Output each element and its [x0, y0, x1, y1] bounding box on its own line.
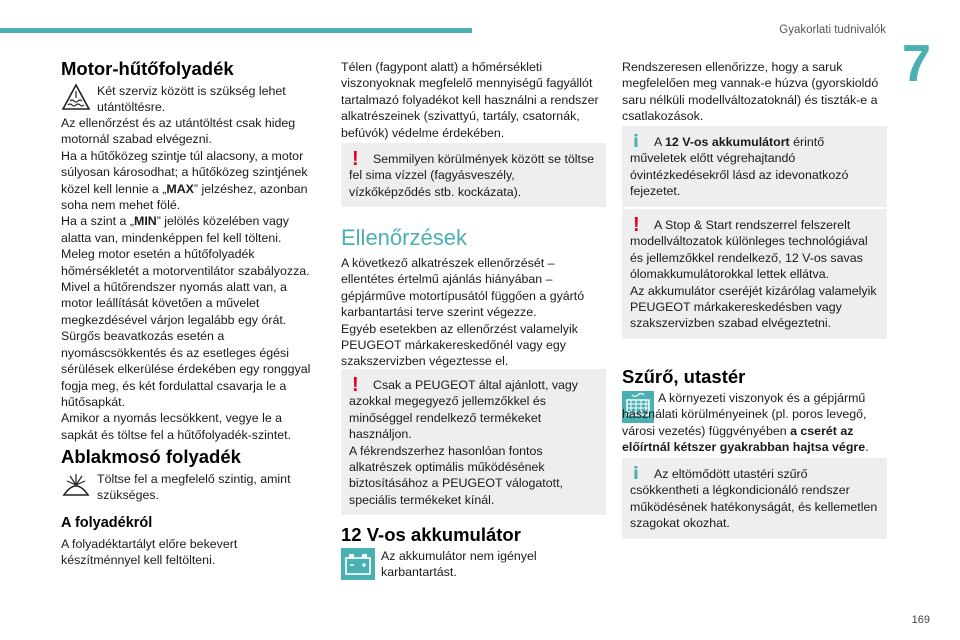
washer-intro: [61, 471, 319, 504]
warning-plain-water-text: Semmilyen körülmények között se töltse fel sima vízzel (fagyásveszély, vízkőképződés stb. kockázata).: [349, 152, 595, 199]
chapter-number: 7: [902, 35, 931, 93]
battery-intro: [341, 548, 606, 581]
warning-products-p1: Csak a PEUGEOT által ajánlott, vagy azokkal megegyező jellemzőkkel és minőséggel rendelkező termékeket használjon.: [349, 378, 578, 442]
coolant-intro: [61, 83, 319, 116]
info-icon: i: [633, 132, 639, 152]
coolant-p7: Amikor a nyomás lecsökkent, vegye le a sapkát és töltse fel a hűtőfolyadék-szintet.: [61, 411, 292, 442]
coolant-p2: Ha a hűtőközeg szintje túl alacsony, a motor súlyosan károsodhat; a hűtőközeg szintjének közel kell lennie a „MAX” jelzéshez, azonban soha nem mehet fölé.: [61, 148, 308, 213]
coolant-title: Motor-hűtőfolyadék: [61, 58, 234, 79]
warning-plain-water: [341, 143, 606, 207]
filter-text: A környezeti viszonyok és a gépjármű használati körülményeinek (pl. poros levegő, városi vezetés) függvényében a cserét az előírtnál kétszer gyakrabban hajtsa végre.: [622, 391, 869, 455]
info-filter: [622, 458, 887, 539]
checks-p2: Egyéb esetekben az ellenőrzést valamelyik PEUGEOT márkakereskedőnél vagy egy szakszervizben végeztesse el.: [341, 321, 578, 369]
washer-fluid-icon: [61, 471, 91, 501]
coolant-p1: Az ellenőrzést és az utántöltést csak hideg motornál szabad elvégezni.: [61, 116, 296, 147]
info-battery: [622, 126, 887, 207]
checks-title: Ellenőrzések: [341, 225, 467, 250]
filter-title: Szűrő, utastér: [622, 366, 746, 387]
warning-icon: !: [352, 148, 359, 170]
washer-subtitle: A folyadékról: [61, 515, 153, 531]
washer-intro-text: Töltse fel a megfelelő szintig, amint szükséges.: [97, 472, 291, 503]
checks-p1: A következő alkatrészek ellenőrzését – ellentétes értelmű ajánlás hiányában – gépjárműve motortípusától függően a gyártó karbantartási terve szerint végezze.: [341, 256, 585, 320]
winter-text: Télen (fagypont alatt) a hőmérsékleti viszonyoknak megfelelő mennyiségű fagyállót tartalmazó folyadékot kell használni a rendszer alkatrészeinek (szivattyú, tartály, csatornák, befúvók) védelme érdekében.: [341, 60, 599, 140]
coolant-p4: Meleg motor esetén a hűtőfolyadék hőmérsékletét a motorventilátor szabályozza.: [61, 247, 310, 278]
info-filter-text: Az eltömődött utastéri szűrő csökkentheti a légkondicionáló rendszer működésének hatékonyságát, és kellemetlen szagokat okozhat.: [630, 467, 878, 531]
coolant-p5: Mivel a hűtőrendszer nyomás alatt van, a motor leállítását követően a művelet megkezdésével várjon legalább egy órát.: [61, 280, 287, 327]
coolant-p3: Ha a szint a „MIN” jelölés közelében vagy alatta van, mindenképpen fel kell tölteni.: [61, 214, 289, 245]
warning-stop-start-p2: Az akkumulátor cseréjét kizárólag valamelyik PEUGEOT márkakereskedésben vagy szakszervizben szabad elvégeztetni.: [630, 283, 877, 331]
warning-icon: !: [633, 214, 640, 236]
warning-icon: !: [352, 374, 359, 396]
battery-icon: [341, 548, 375, 580]
page-number: 169: [911, 614, 930, 626]
coolant-p6: Sürgős beavatkozás esetén a nyomáscsökkentés és az esetleges égési sérülések elkerülése érdekében egy ronggyal fogja meg, és két fordulattal csavarja le a hűtősapkát.: [61, 329, 311, 409]
washer-subtext: A folyadéktartályt előre bekevert készítménnyel kell feltölteni.: [61, 537, 238, 568]
warning-stop-start-p1: A Stop & Start rendszerrel felszerelt modellváltozatok különleges technológiával és jellemzőkkel rendelkező, 12 V-os savas ólomakkumulátorokkal lettek ellátva.: [630, 218, 868, 282]
warning-products-p2: A fékrendszerhez hasonlóan fontos alkatrészek optimális működésének biztosításához a PEUGEOT válogatott, speciális termékeket kínál.: [349, 443, 563, 507]
washer-title: Ablakmosó folyadék: [61, 446, 241, 467]
battery-intro-text: Az akkumulátor nem igényel karbantartást.: [381, 549, 537, 580]
coolant-level-icon: [61, 83, 91, 113]
info-battery-text: A 12 V-os akkumulátort érintő műveletek előtt végrehajtandó óvintézkedésekről lásd az idevonatkozó fejezetet.: [630, 135, 849, 199]
section-title: Gyakorlati tudnivalók: [779, 24, 886, 36]
battery-title: 12 V-os akkumulátor: [341, 524, 521, 545]
coolant-intro-text: Két szerviz között is szükség lehet utántöltésre.: [97, 84, 286, 115]
warning-stop-start: [622, 209, 887, 339]
info-icon: i: [633, 464, 639, 484]
warning-products: [341, 369, 606, 515]
header-accent-bar: [0, 28, 472, 33]
battery-check-text: Rendszeresen ellenőrizze, hogy a saruk megfelelően meg vannak-e húzva (gyorskioldó saru nélküli modellváltozatoknál) és tiszták-e a csatlakozások.: [622, 60, 879, 124]
